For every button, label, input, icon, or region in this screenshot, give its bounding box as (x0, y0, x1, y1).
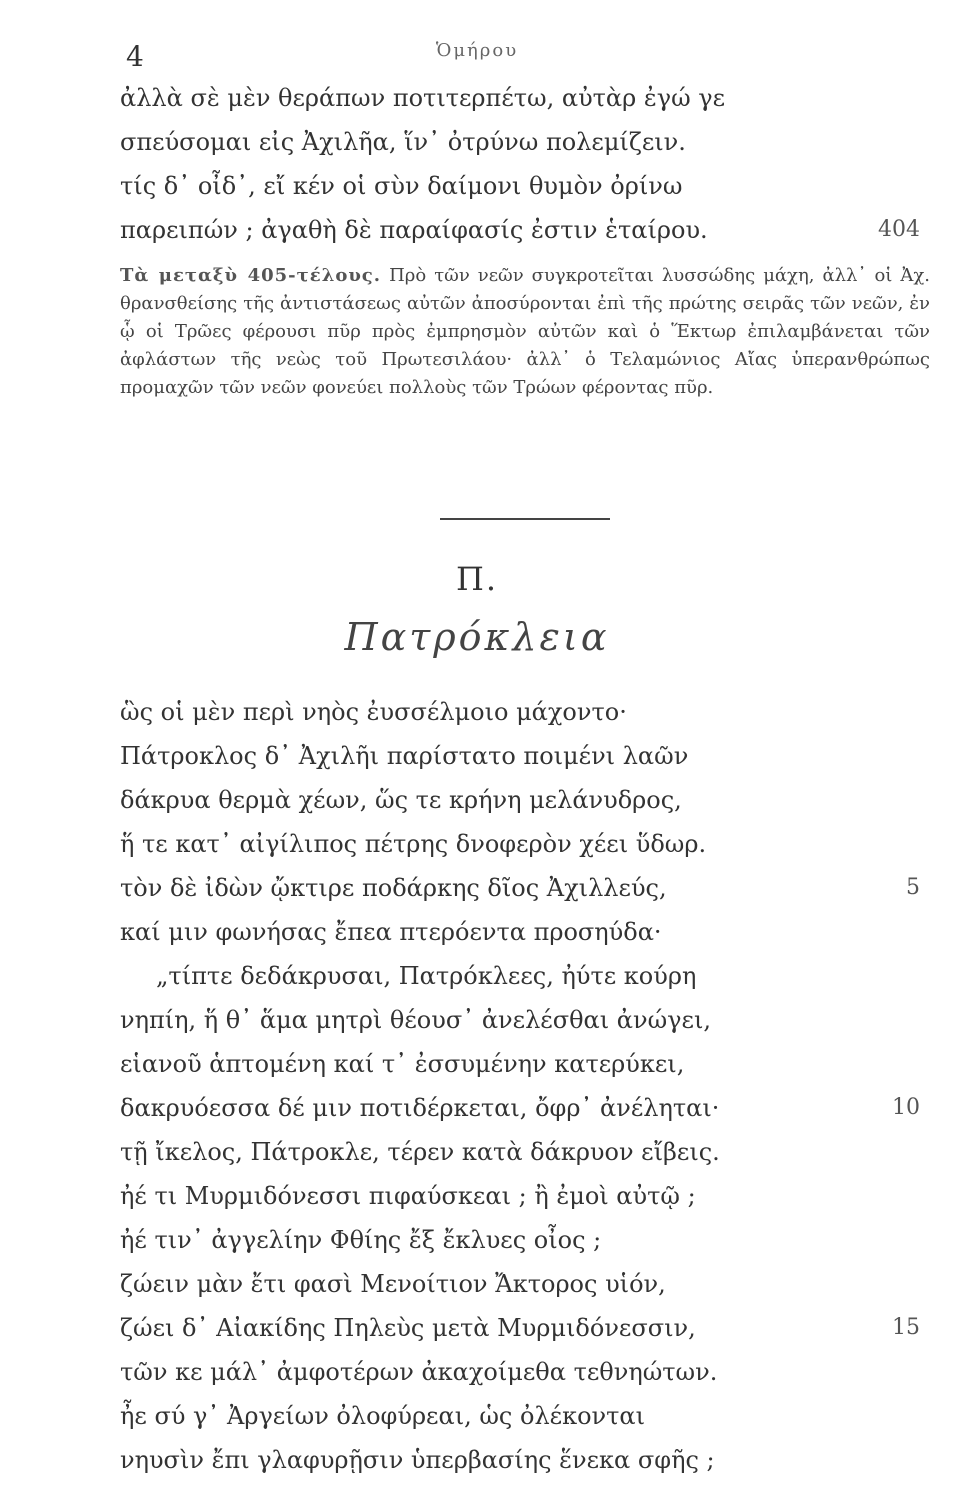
book-summary (120, 262, 930, 402)
verse-text: τῇ ἴκελος, Πάτροκλε, τέρεν κατὰ δάκρυον εἴβεις. (120, 1138, 720, 1166)
verse-text: ὣς οἱ μὲν περὶ νηὸς ἐυσσέλμοιο μάχοντο· (120, 698, 627, 726)
verse-line (120, 1306, 920, 1350)
verse-text: Πάτροκλος δ᾽ Ἀχιλῆι παρίστατο ποιμένι λαῶν (120, 742, 689, 770)
verse-text: „τίπτε δεδάκρυσαι, Πατρόκλεες, ἠύτε κούρη (156, 962, 697, 990)
verse-line (120, 690, 920, 734)
line-number: 10 (892, 1095, 920, 1120)
verse-text: νηυσὶν ἔπι γλαφυρῇσιν ὑπερβασίης ἕνεκα σφῆς ; (120, 1446, 715, 1474)
main-verse-block (120, 690, 920, 1482)
verse-text: παρειπών ; ἀγαθὴ δὲ παραίφασίς ἐστιν ἑταίρου. (120, 216, 708, 244)
verse-text: νηπίη, ἥ θ᾽ ἅμα μητρὶ θέουσ᾽ ἀνελέσθαι ἀνώγει, (120, 1006, 711, 1034)
verse-line (120, 822, 920, 866)
running-head: Ὁμήρου (435, 40, 519, 61)
page-number: 4 (126, 40, 144, 73)
verse-line (120, 778, 920, 822)
verse-line (120, 1394, 920, 1438)
verse-line (120, 1350, 920, 1394)
verse-line (120, 1086, 920, 1130)
verse-text: σπεύσομαι εἰς Ἀχιλῆα, ἵν᾽ ὀτρύνω πολεμίζειν. (120, 128, 686, 156)
verse-text: τίς δ᾽ οἶδ᾽, εἴ κέν οἱ σὺν δαίμονι θυμὸν ὀρίνω (120, 172, 683, 200)
verse-line (120, 208, 920, 252)
verse-line (120, 1218, 920, 1262)
summary-text: Πρὸ τῶν νεῶν συγκροτεῖται λυσσώδης μάχη, ἀλλ᾽ οἱ Ἀχ. θρανσθείσης τῆς ἀντιστάσεως αὐτῶν ἀποσύρονται ἐπὶ τῆς πρώτης σειρᾶς τῶν νεῶν, ἐν ᾧ οἱ Τρῶες φέρουσι πῦρ πρὸς ἐμπρησμὸν αὐτῶν καὶ ὁ Ἕκτωρ ἐπιλαμβάνεται τῶν ἀφλάστων τῆς νεὼς τοῦ Πρωτεσιλάου· ἀλλ᾽ ὁ Τελαμώνιος Αἴας ὑπερανθρώπως προμαχῶν τῶν νεῶν φονεύει πολλοὺς τῶν Τρώων φέροντας πῦρ. (120, 265, 930, 398)
verse-text: εἱανοῦ ἁπτομένη καί τ᾽ ἐσσυμένην κατερύκει, (120, 1050, 685, 1078)
verse-line (120, 998, 920, 1042)
verse-text: καί μιν φωνήσας ἔπεα πτερόεντα προσηύδα· (120, 918, 662, 946)
verse-line (120, 866, 920, 910)
verse-text: ἥ τε κατ᾽ αἰγίλιπος πέτρης δνοφερὸν χέει ὕδωρ. (120, 830, 707, 858)
verse-line (120, 1438, 920, 1482)
verse-line (120, 954, 920, 998)
verse-text: ἠέ τι Μυρμιδόνεσσι πιφαύσκεαι ; ἢ ἐμοὶ αὐτῷ ; (120, 1182, 696, 1210)
verse-text: ἦε σύ γ᾽ Ἀργείων ὀλοφύρεαι, ὡς ὀλέκονται (120, 1402, 646, 1430)
verse-text: ζώειν μὰν ἔτι φασὶ Μενοίτιον Ἄκτορος υἱόν, (120, 1270, 666, 1298)
verse-line (120, 164, 920, 208)
book-letter: Π. (455, 560, 499, 598)
verse-line (120, 1130, 920, 1174)
section-divider (440, 518, 610, 520)
verse-text: ἀλλὰ σὲ μὲν θεράπων ποτιτερπέτω, αὐτὰρ ἐγώ γε (120, 84, 726, 112)
verse-text: δακρυόεσσα δέ μιν ποτιδέρκεται, ὄφρ᾽ ἀνέληται· (120, 1094, 720, 1122)
line-number: 5 (906, 875, 920, 900)
book-title: Πατρόκλεια (344, 615, 610, 659)
verse-text: δάκρυα θερμὰ χέων, ὥς τε κρήνη μελάνυδρος, (120, 786, 682, 814)
line-number: 404 (878, 217, 920, 242)
verse-line (120, 76, 920, 120)
verse-line (120, 1042, 920, 1086)
verse-text: ζώει δ᾽ Αἰακίδης Πηλεὺς μετὰ Μυρμιδόνεσσιν, (120, 1314, 696, 1342)
verse-text: τῶν κε μάλ᾽ ἀμφοτέρων ἀκαχοίμεθα τεθνηώτων. (120, 1358, 718, 1386)
verse-text: ἠέ τιν᾽ ἀγγελίην Φθίης ἔξ ἔκλυες οἶος ; (120, 1226, 602, 1254)
verse-text: τὸν δὲ ἰδὼν ᾤκτιρε ποδάρκης δῖος Ἀχιλλεύς, (120, 874, 667, 902)
verse-line (120, 120, 920, 164)
verse-line (120, 910, 920, 954)
line-number: 15 (892, 1315, 920, 1340)
verse-line (120, 734, 920, 778)
summary-label: Τὰ μεταξὺ 405-τέλους. (120, 265, 382, 286)
top-verse-block (120, 76, 920, 252)
verse-line (120, 1262, 920, 1306)
verse-line (120, 1174, 920, 1218)
